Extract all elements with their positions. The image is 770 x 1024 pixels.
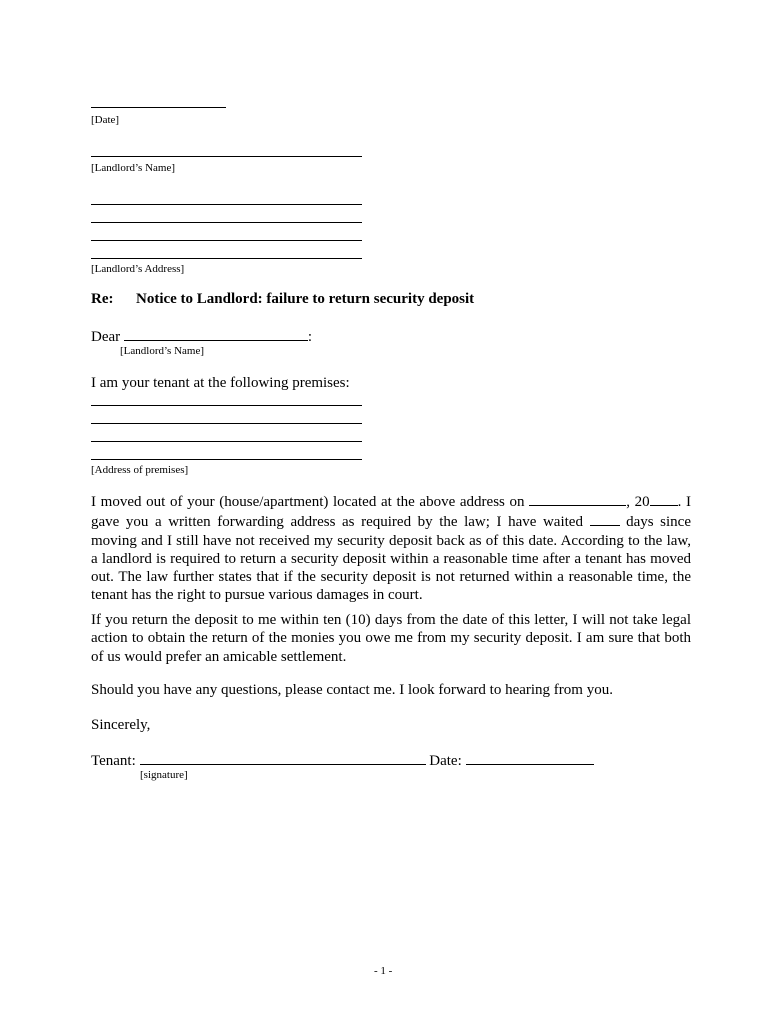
premises-address-line[interactable] bbox=[91, 459, 362, 460]
sentence-end: . bbox=[677, 494, 682, 510]
subject-text: Notice to Landlord: failure to return security deposit bbox=[136, 291, 475, 307]
premises-caption: [Address of premises] bbox=[91, 464, 189, 476]
date-caption: [Date] bbox=[91, 114, 120, 126]
dear-label: Dear bbox=[91, 329, 121, 345]
paragraph-return-deposit: If you return the deposit to me within ten (10) days from the date of this letter, I will not take legal action to obtain the return of the monies you owe me from my security deposit. I am sure that both of us would prefer an amicable settlement. bbox=[91, 612, 691, 665]
subject-line bbox=[91, 291, 474, 308]
landlord-address-line[interactable] bbox=[91, 240, 362, 241]
year-prefix: , 20 bbox=[626, 494, 650, 510]
signature-caption: [signature] bbox=[140, 769, 188, 781]
days-waited-blank[interactable] bbox=[590, 511, 620, 526]
premises-address-line[interactable] bbox=[91, 405, 362, 406]
move-out-text: I moved out of your (house/apartment) located at the above address on bbox=[91, 494, 525, 510]
salutation-caption: [Landlord’s Name] bbox=[120, 345, 204, 357]
paragraph-move-out bbox=[91, 491, 691, 605]
paragraph-contact: Should you have any questions, please contact me. I look forward to hearing from you. bbox=[91, 682, 613, 698]
closing: Sincerely, bbox=[91, 717, 151, 733]
move-out-date-blank[interactable] bbox=[529, 491, 626, 506]
page-number: - 1 - bbox=[374, 965, 393, 977]
law-text: days since moving and I still have not received my security deposit back as of this date. According to the law, a landlord is required to return a security deposit within a reasonable time after a tenant has moved out. The law further states that if the security deposit is not returned within a reasonable time, the tenant has the right to pursue various damages in court. bbox=[91, 514, 691, 604]
premises-intro: I am your tenant at the following premises: bbox=[91, 375, 350, 391]
signature-date-blank[interactable] bbox=[466, 750, 594, 765]
tenant-label: Tenant: bbox=[91, 753, 136, 769]
signature-date-label: Date: bbox=[429, 753, 462, 769]
signature-row bbox=[91, 750, 594, 770]
year-blank[interactable] bbox=[650, 491, 678, 506]
landlord-address-line[interactable] bbox=[91, 204, 362, 205]
landlord-address-caption: [Landlord’s Address] bbox=[91, 263, 185, 275]
premises-address-line[interactable] bbox=[91, 423, 362, 424]
landlord-name-blank[interactable] bbox=[124, 326, 308, 341]
date-line[interactable] bbox=[91, 107, 226, 108]
salutation-colon: : bbox=[307, 329, 313, 345]
salutation bbox=[91, 326, 312, 346]
landlord-name-caption: [Landlord’s Name] bbox=[91, 162, 175, 174]
landlord-address-line[interactable] bbox=[91, 222, 362, 223]
forwarding-text: I gave you a written forwarding address as required by the law; I have waited bbox=[91, 494, 691, 531]
re-label: Re: bbox=[91, 291, 114, 307]
landlord-name-line[interactable] bbox=[91, 156, 362, 157]
premises-address-line[interactable] bbox=[91, 441, 362, 442]
signature-blank[interactable] bbox=[140, 750, 426, 765]
landlord-address-line[interactable] bbox=[91, 258, 362, 259]
